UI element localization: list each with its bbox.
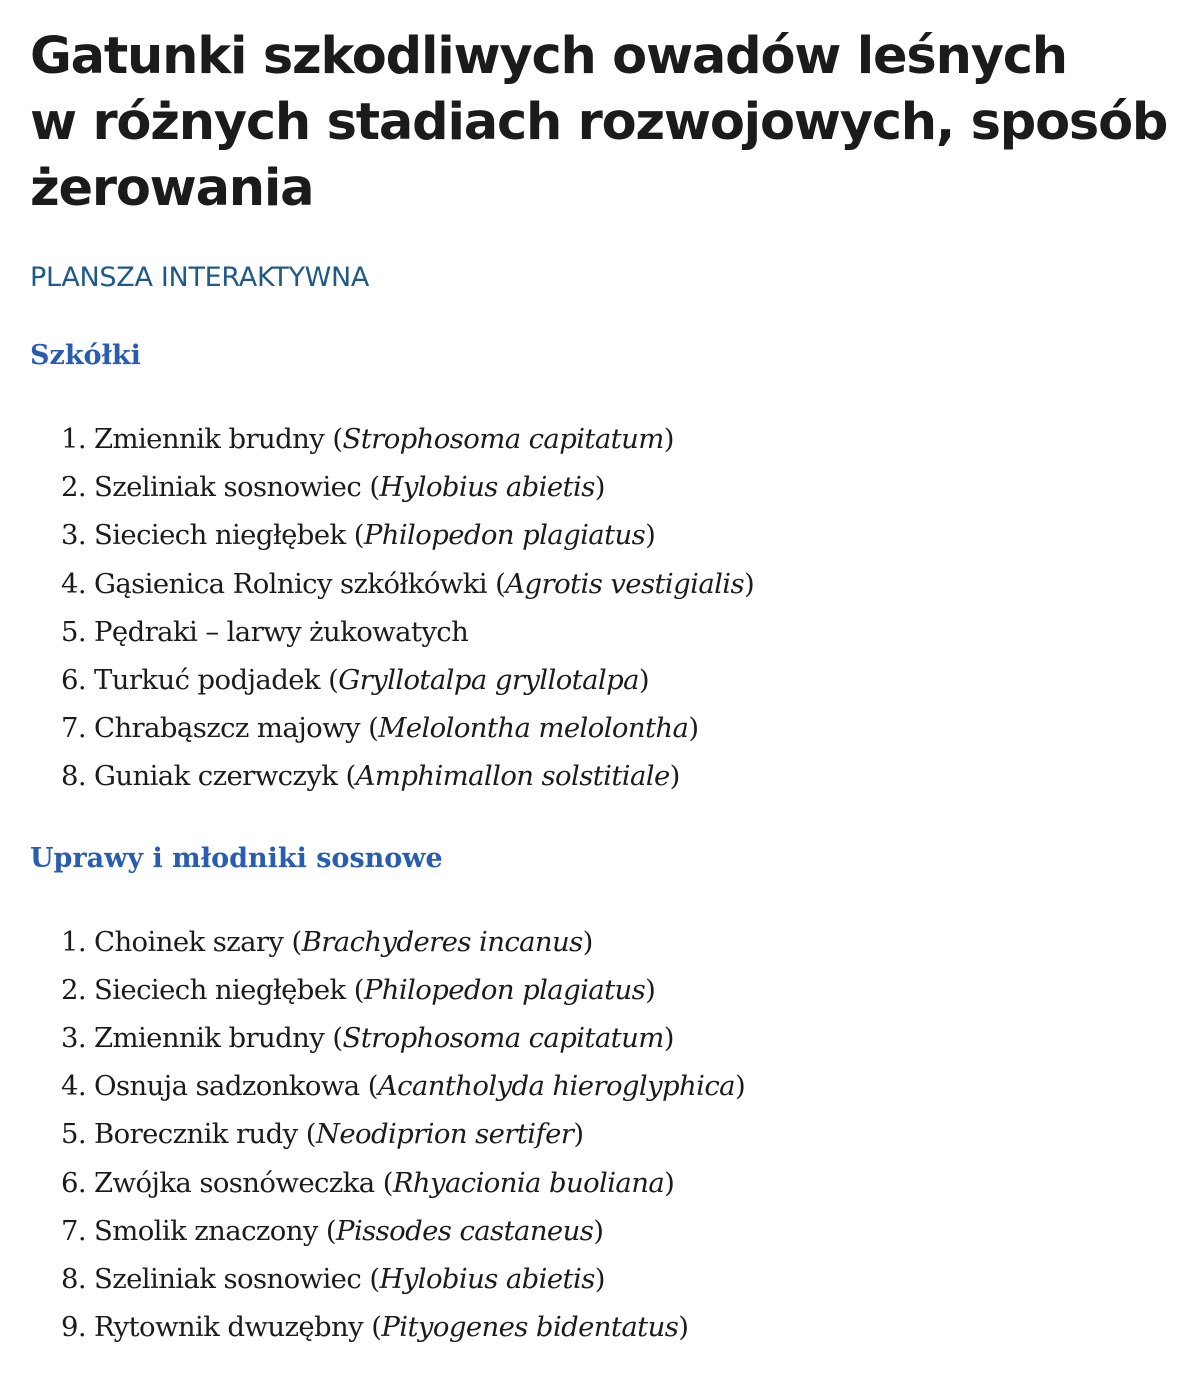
latin-name: Agrotis vestigialis	[505, 567, 745, 600]
list-item	[30, 966, 1180, 1014]
list-item	[30, 656, 1180, 704]
close-paren: )	[594, 1263, 605, 1296]
list-item-number: 8.	[60, 1263, 86, 1296]
list-item-body	[94, 1159, 674, 1207]
list-item-number: 2.	[60, 471, 86, 504]
common-name: Rytownik dwuzębny	[94, 1311, 364, 1344]
list-item	[30, 704, 1180, 752]
common-name: Sieciech niegłębek	[94, 973, 346, 1006]
list-item-body	[94, 1110, 583, 1158]
latin-name: Rhyacionia buoliana	[392, 1166, 665, 1199]
list-item-body	[94, 656, 649, 704]
common-name: Borecznik rudy	[94, 1118, 298, 1151]
list-item-body	[94, 704, 698, 752]
common-name: Osnuja sadzonkowa	[94, 1070, 360, 1103]
latin-name: Neodiprion sertifer	[315, 1118, 574, 1151]
close-paren: )	[744, 567, 755, 600]
list-item	[30, 1062, 1180, 1110]
common-name: Zmiennik brudny	[94, 423, 325, 455]
latin-name: Strophosoma capitatum	[342, 1022, 664, 1055]
list-item	[30, 1207, 1180, 1255]
section-heading-pine-plantations: Uprawy i młodniki sosnowe	[30, 842, 443, 874]
list-item	[30, 1014, 1180, 1062]
latin-name: Hylobius abietis	[379, 1263, 595, 1296]
close-paren: )	[645, 519, 656, 552]
list-item-body	[94, 463, 605, 511]
list-item	[30, 1303, 1180, 1351]
list-item-body	[94, 966, 655, 1014]
common-name: Gąsienica Rolnicy szkółkówki	[94, 567, 487, 600]
close-paren: )	[678, 1311, 689, 1344]
list-item-body	[94, 608, 468, 656]
list-item	[30, 608, 1180, 656]
list-item-number: 6.	[60, 1166, 86, 1199]
open-paren: (	[317, 1214, 337, 1247]
list-item-body	[94, 918, 593, 966]
close-paren: )	[664, 1166, 675, 1199]
common-name: Zmiennik brudny	[94, 1022, 325, 1055]
list-item	[30, 415, 1180, 463]
open-paren: (	[337, 760, 356, 793]
open-paren: (	[345, 973, 364, 1006]
latin-name: Acantholyda hieroglyphica	[377, 1070, 735, 1103]
close-paren: )	[663, 1022, 674, 1055]
common-name: Sieciech niegłębek	[94, 519, 346, 552]
page-title-line-1: Gatunki szkodliwych owadów leśnych	[30, 27, 1067, 86]
open-paren: (	[345, 519, 364, 552]
open-paren: (	[297, 1118, 316, 1151]
close-paren: )	[688, 712, 699, 745]
list-item-number: 7.	[60, 1214, 86, 1247]
list-item-body	[94, 1207, 603, 1255]
list-item-number: 2.	[60, 973, 86, 1006]
list-item	[30, 752, 1180, 800]
latin-name: Melolontha melolontha	[378, 712, 689, 745]
latin-name: Philopedon plagiatus	[363, 519, 646, 552]
latin-name: Brachyderes incanus	[301, 925, 583, 958]
list-item-number: 9.	[60, 1311, 86, 1344]
latin-name: Pissodes castaneus	[336, 1214, 594, 1247]
list-item	[30, 1255, 1180, 1303]
list-item	[30, 1110, 1180, 1158]
open-paren: (	[283, 925, 302, 958]
list-item-number: 3.	[60, 1022, 86, 1055]
list-item-body	[94, 1014, 674, 1062]
list-item-body	[94, 1062, 745, 1110]
latin-name: Amphimallon solstitiale	[355, 760, 670, 793]
close-paren: )	[669, 760, 680, 793]
list-item-number: 7.	[60, 712, 86, 745]
list-item-number: 3.	[60, 519, 86, 552]
latin-name: Pityogenes bidentatus	[381, 1311, 679, 1344]
common-name: Zwójka sosnóweczka	[94, 1166, 375, 1199]
latin-name: Hylobius abietis	[379, 471, 595, 504]
list-item-number: 1.	[60, 423, 86, 455]
list-item-number: 5.	[60, 1118, 86, 1151]
list-item-body	[94, 1303, 688, 1351]
list-item-number: 5.	[60, 615, 86, 648]
latin-name: Philopedon plagiatus	[363, 973, 646, 1006]
list-item-number: 4.	[60, 567, 86, 600]
close-paren: )	[573, 1118, 584, 1151]
common-name: Pędraki – larwy żukowatych	[94, 615, 469, 648]
common-name: Choinek szary	[94, 925, 284, 958]
close-paren: )	[582, 925, 593, 958]
list-item	[30, 1159, 1180, 1207]
common-name: Szeliniak sosnowiec	[94, 471, 362, 504]
list-item-body	[94, 511, 655, 559]
open-paren: (	[324, 423, 343, 455]
close-paren: )	[638, 664, 650, 697]
list-item-body	[94, 415, 674, 463]
list-item-number: 6.	[60, 664, 86, 697]
common-name: Guniak czerwczyk	[94, 760, 338, 793]
open-paren: (	[359, 712, 379, 745]
common-name: Turkuć podjadek	[94, 664, 320, 697]
page-title	[30, 0, 1180, 222]
common-name: Smolik znaczony	[94, 1214, 318, 1247]
document-content	[30, 0, 1180, 1351]
common-name: Chrabąszcz majowy	[94, 712, 360, 745]
section-heading-nurseries: Szkółki	[30, 340, 141, 371]
list-item	[30, 918, 1180, 966]
list-item-number: 1.	[60, 925, 86, 958]
list-item-body	[94, 560, 754, 608]
latin-name: Strophosoma capitatum	[342, 423, 664, 455]
list-item-number: 8.	[60, 760, 86, 793]
species-list-pine-plantations	[30, 918, 1180, 1352]
species-list-nurseries	[30, 415, 1180, 801]
open-paren: (	[487, 567, 506, 600]
open-paren: (	[319, 664, 339, 697]
open-paren: (	[361, 1263, 380, 1296]
open-paren: (	[361, 471, 380, 504]
list-item	[30, 511, 1180, 559]
list-item-body	[94, 752, 680, 800]
content-type-label: PLANSZA INTERAKTYWNA	[30, 262, 370, 293]
list-item	[30, 560, 1180, 608]
open-paren: (	[374, 1166, 393, 1199]
open-paren: (	[363, 1311, 382, 1344]
list-item	[30, 463, 1180, 511]
common-name: Szeliniak sosnowiec	[94, 1263, 362, 1296]
list-item-body	[94, 1255, 605, 1303]
open-paren: (	[324, 1022, 343, 1055]
list-item-number: 4.	[60, 1070, 86, 1103]
close-paren: )	[734, 1070, 746, 1103]
close-paren: )	[593, 1214, 604, 1247]
close-paren: )	[645, 973, 656, 1006]
latin-name: Gryllotalpa gryllotalpa	[338, 664, 639, 697]
close-paren: )	[663, 423, 674, 455]
page-title-line-3: żerowania	[30, 159, 314, 218]
open-paren: (	[359, 1070, 378, 1103]
page-title-line-2: w różnych stadiach rozwojowych, sposób	[30, 93, 1168, 152]
close-paren: )	[594, 471, 605, 504]
